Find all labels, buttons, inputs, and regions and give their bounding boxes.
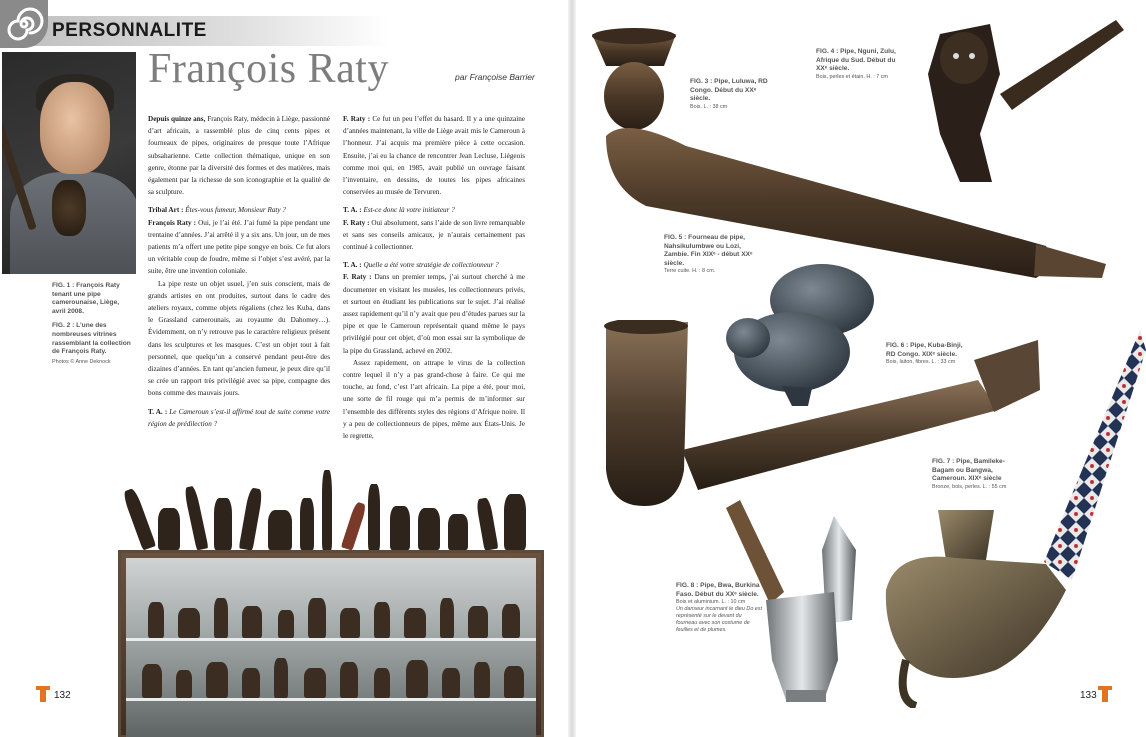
section-label: PERSONNALITE — [52, 20, 207, 41]
text-column-1 — [148, 113, 330, 436]
fig7-pipe-photo — [876, 330, 1146, 708]
answer-paragraph: F. Raty : Dans un premier temps, j’ai surtout cherché à me documenter en visitant les musées, les collectionneurs privés, et surtout en étudiant les publications sur le sujet. J’ai réalisé assez rapidement qu’il n’y avait que peu d’études parues sur la pipe et que le Cameroun représentait quand même le pays privilégié pour cet objet, d’où mon essai sur la symbolique de la pipe du Grassland, achevé en 2002. — [343, 273, 525, 355]
intro-paragraph: Depuis quinze ans, François Raty, médecin à Liège, passionné d’art africain, a rassemblé plus de cinq cents pipes et fourneaux de pipes, originaires de presque toute l’Afrique subsaharienne. Cette collection thématique, unique en son genre, étonne par la diversité des formes et des matières, mais également par la richesse de son iconographie et la qualité de sa sculpture. — [148, 115, 330, 197]
fig4-pipe-photo — [920, 14, 1126, 186]
text-column-2 — [343, 113, 525, 448]
spiral-logo-icon — [0, 0, 48, 48]
answer-paragraph: François Raty : Oui, je l’ai été. J’ai fumé la pipe pendant une trentaine d’années. J’ai arrêté il y a six ans. Un jour, un de mes patients m’a offert une petite pipe songye en bois. Ce fut alors un véritable coup de foudre, même si l’objet s’est avéré, par la suite, être une invention coloniale. — [148, 218, 330, 276]
question-paragraph: T. A. : Quelle a été votre stratégie de collectionneur ? — [343, 261, 499, 270]
photo-credit: Photos © Anne Deknock — [52, 358, 111, 365]
question-paragraph: Tribal Art : Êtes-vous fumeur, Monsieur Raty ? — [148, 206, 287, 215]
page-number-right: 133 — [1080, 690, 1097, 701]
body-paragraph: La pipe reste un objet usuel, j’en suis conscient, mais de grands artistes en ont produites, surtout dans le cadre des ateliers royaux, comme objets régaliens (chez les Kuba, dans le Grassland camerounais, au royaume du Dahomey…). Évidemment, on n’y retrouve pas le caractère religieux présent dans les sculptures et les masques. C’est un objet tout à fait personnel, que quelqu’un a conservé pendant peut-être des dizaines d’années. En tant qu’ancien fumeur, je peux dire qu’il se crée un rapport très privilégié avec sa pipe, compagne des bons comme des mauvais jours. — [148, 279, 330, 398]
answer-paragraph: F. Raty : Ce fut un peu l’effet du hasard. Il y a une quinzaine d’années maintenant, la ville de Liège avait mis le Cameroun à l’honneur. J’ai acquis ma première pièce à cette occasion. Ensuite, j’ai eu la chance de rencontrer Jean Lecluse, Liégeois comme moi qui, en 1985, avait publié un ouvrage faisant l’inventaire, en dessins, de toutes les pipes africaines conservées au musée de Tervuren. — [343, 115, 525, 197]
portrait-captions — [52, 282, 134, 366]
answer-paragraph: F. Raty : Oui absolument, sans l’aide de son livre remarquable et sans ses conseils amicaux, je n’aurais certainement pas continué à collectionner. — [343, 218, 525, 252]
fig2-caption: FIG. 2 : L’une des nombreuses vitrines rassemblant la collection de François Raty. — [52, 322, 131, 356]
byline: par Françoise Barrier — [455, 72, 535, 82]
article-title: François Raty — [148, 46, 389, 92]
question-paragraph: T. A. : Est-ce donc là votre initiateur ? — [343, 206, 455, 215]
fig3-caption: FIG. 3 : Pipe, Luluwa, RD Congo. Début du XXᵉ siècle. Bois. L. : 38 cm — [690, 78, 768, 110]
question-paragraph: T. A. : Le Cameroun s’est-il affirmé tout de suite comme votre région de prédilection ? — [148, 407, 330, 428]
portrait-photo — [2, 52, 136, 274]
fig8-caption: FIG. 8 : Pipe, Bwa, Burkina Faso. Début du XXᵉ siècle. Bois et aluminium. L. : 10 cm Un danseur incarnant le dieu Do est représenté sur le devant du fourneau avec son costume de feuilles et de plumes. — [676, 582, 763, 634]
fig5-caption: FIG. 5 : Fourneau de pipe, Nahsikulumbwe ou Lozi, Zambie. Fin XIXᵉ - début XXᵉ siècle. Terre cuite. H. : 8 cm. — [664, 234, 753, 275]
fig4-caption: FIG. 4 : Pipe, Nguni, Zulu, Afrique du Sud. Début du XXᵉ siècle. Bois, perles et étain. H. : 7 cm — [816, 48, 896, 80]
fig6-caption: FIG. 6 : Pipe, Kuba-Binji, RD Congo. XIXᵉ siècle. Bois, laiton, fibres. L. : 33 cm — [886, 342, 963, 366]
spine-gutter — [568, 0, 576, 737]
fig1-caption: FIG. 1 : François Raty tenant une pipe camerounaise, Liège, avril 2008. — [52, 282, 120, 315]
page-number-left: 132 — [54, 690, 71, 701]
vitrine-photo — [118, 458, 544, 737]
t-logo-icon — [1098, 686, 1112, 702]
body-paragraph: Assez rapidement, on attrape le virus de la collection contre lequel il n’y a pas grand-chose à faire. Ce qui me touche, au fond, c’est l’art africain. La pipe a été, pour moi, une sorte de fil rouge qui m’a permis de m’informer sur l’ensemble des différents styles des régions d’Afrique noire. Il y a peu de collectionneurs de pipes, même aux États-Unis. Je le regrette, — [343, 358, 525, 441]
fig7-caption: FIG. 7 : Pipe, Bamileke-Bagam ou Bangwa, Cameroun. XIXᵉ siècle Bronze, bois, perles. L. : 55 cm — [932, 458, 1007, 490]
t-logo-icon — [36, 686, 50, 702]
